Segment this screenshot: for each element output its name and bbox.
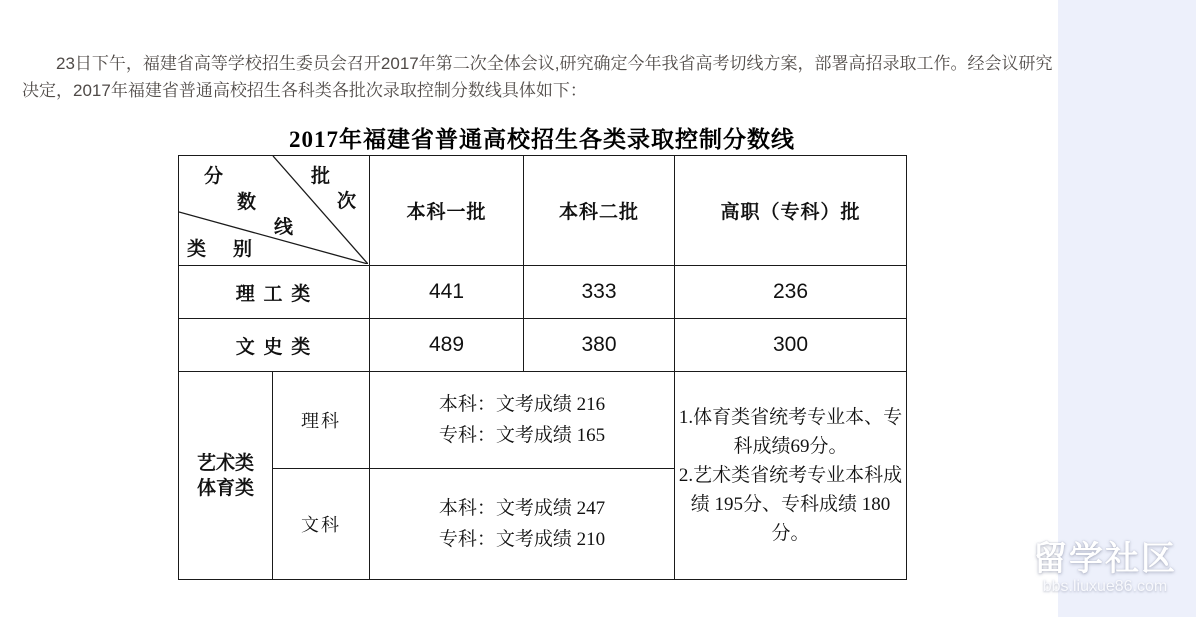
table-header-row (179, 156, 907, 266)
corner-label-batch-char2: 次 (337, 191, 357, 212)
score-liberal-vocational: 300 (675, 319, 907, 372)
notes-cell (675, 372, 907, 580)
intro-paragraph: 23日下午，福建省高等学校招生委员会召开2017年第二次全体会议,研究确定今年我省高考切线方案，部署高招录取工作。经会议研究决定，2017年福建省普通高校招生各科类各批次录取控制分数线具体如下： (22, 54, 1053, 100)
art-science-undergrad-score: 本科：文考成绩 216 (438, 394, 606, 415)
score-science-vocational: 236 (675, 266, 907, 319)
corner-label-score-char1: 分 (204, 166, 224, 187)
score-science-batch1: 441 (370, 266, 524, 319)
art-science-scores-cell (370, 372, 675, 469)
score-liberal-batch2: 380 (524, 319, 675, 372)
corner-label-score-char2: 数 (237, 192, 257, 213)
art-liberal-scores-cell (370, 469, 675, 580)
table-row-science (179, 266, 907, 319)
score-table (178, 155, 907, 580)
col-header-undergrad-batch1: 本科一批 (370, 156, 524, 266)
table-row-art-science (179, 372, 907, 469)
corner-header-cell (179, 156, 370, 266)
score-science-batch2: 333 (524, 266, 675, 319)
table-row-liberal-arts (179, 319, 907, 372)
watermark-brand: 留学社区 (1033, 541, 1177, 578)
col-header-undergrad-batch2: 本科二批 (524, 156, 675, 266)
sub-label-science-track: 理科 (273, 372, 370, 469)
watermark-url: bbs.liuxue86.com (1042, 578, 1168, 595)
art-label-line1: 艺术类 (196, 452, 254, 474)
page-title: 2017年福建省普通高校招生各类录取控制分数线 (289, 127, 795, 153)
corner-label-category: 类 别 (187, 239, 257, 260)
score-liberal-batch1: 489 (370, 319, 524, 372)
row-label-liberal-arts: 文 史 类 (179, 319, 370, 372)
right-accent-bar (1058, 0, 1196, 617)
art-liberal-college-score: 专科：文考成绩 210 (438, 529, 606, 550)
corner-label-score-char3: 线 (274, 217, 294, 238)
art-liberal-undergrad-score: 本科：文考成绩 247 (438, 498, 606, 519)
corner-label-batch-char1: 批 (311, 166, 331, 187)
note-sports-exam: 1.体育类省统考专业本、专科成绩69分。 (678, 407, 903, 457)
art-label-line2: 体育类 (196, 477, 254, 499)
sub-label-liberal-track: 文科 (273, 469, 370, 580)
row-label-art-sports (179, 372, 273, 580)
note-art-exam: 2.艺术类省统考专业本科成绩 195分、专科成绩 180分。 (678, 465, 903, 544)
row-label-science: 理 工 类 (179, 266, 370, 319)
art-science-college-score: 专科：文考成绩 165 (438, 425, 606, 446)
col-header-vocational-batch: 高职（专科）批 (675, 156, 907, 266)
